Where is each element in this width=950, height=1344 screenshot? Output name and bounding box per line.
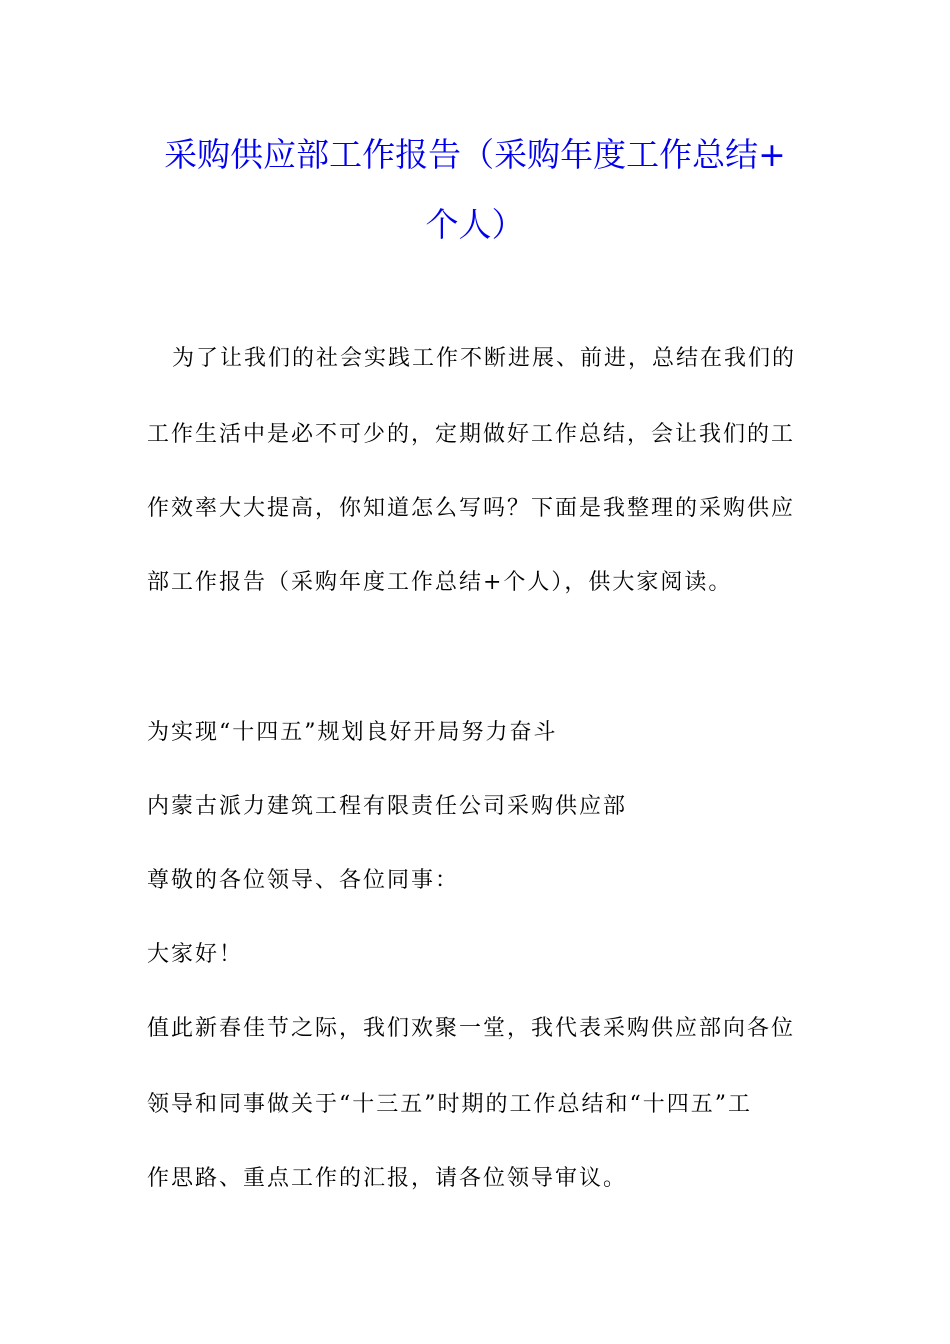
body-line-3: 作思路、重点工作的汇报，请各位领导审议。 [147,1166,628,1191]
section-heading: 为实现“十四五”规划良好开局努力奋斗 [147,720,558,745]
document-title-line-1: 采购供应部工作报告（采购年度工作总结+ [164,135,786,174]
intro-line-1: 为了让我们的社会实践工作不断进展、前进，总结在我们的 [172,346,797,371]
intro-line-2: 工作生活中是必不可少的，定期做好工作总结，会让我们的工 [147,422,796,447]
department-name: 内蒙古派力建筑工程有限责任公司采购供应部 [147,794,628,819]
salutation: 尊敬的各位领导、各位同事： [147,868,460,893]
document-title-line-2: 个人） [425,205,525,244]
intro-line-3: 作效率大大提高，你知道怎么写吗？下面是我整理的采购供应 [147,496,796,521]
body-line-1: 值此新春佳节之际，我们欢聚一堂，我代表采购供应部向各位 [147,1016,796,1041]
greeting: 大家好！ [147,942,244,967]
body-line-2: 领导和同事做关于“十三五”时期的工作总结和“十四五”工 [147,1092,752,1117]
intro-line-4: 部工作报告（采购年度工作总结+个人），供大家阅读。 [147,570,733,595]
